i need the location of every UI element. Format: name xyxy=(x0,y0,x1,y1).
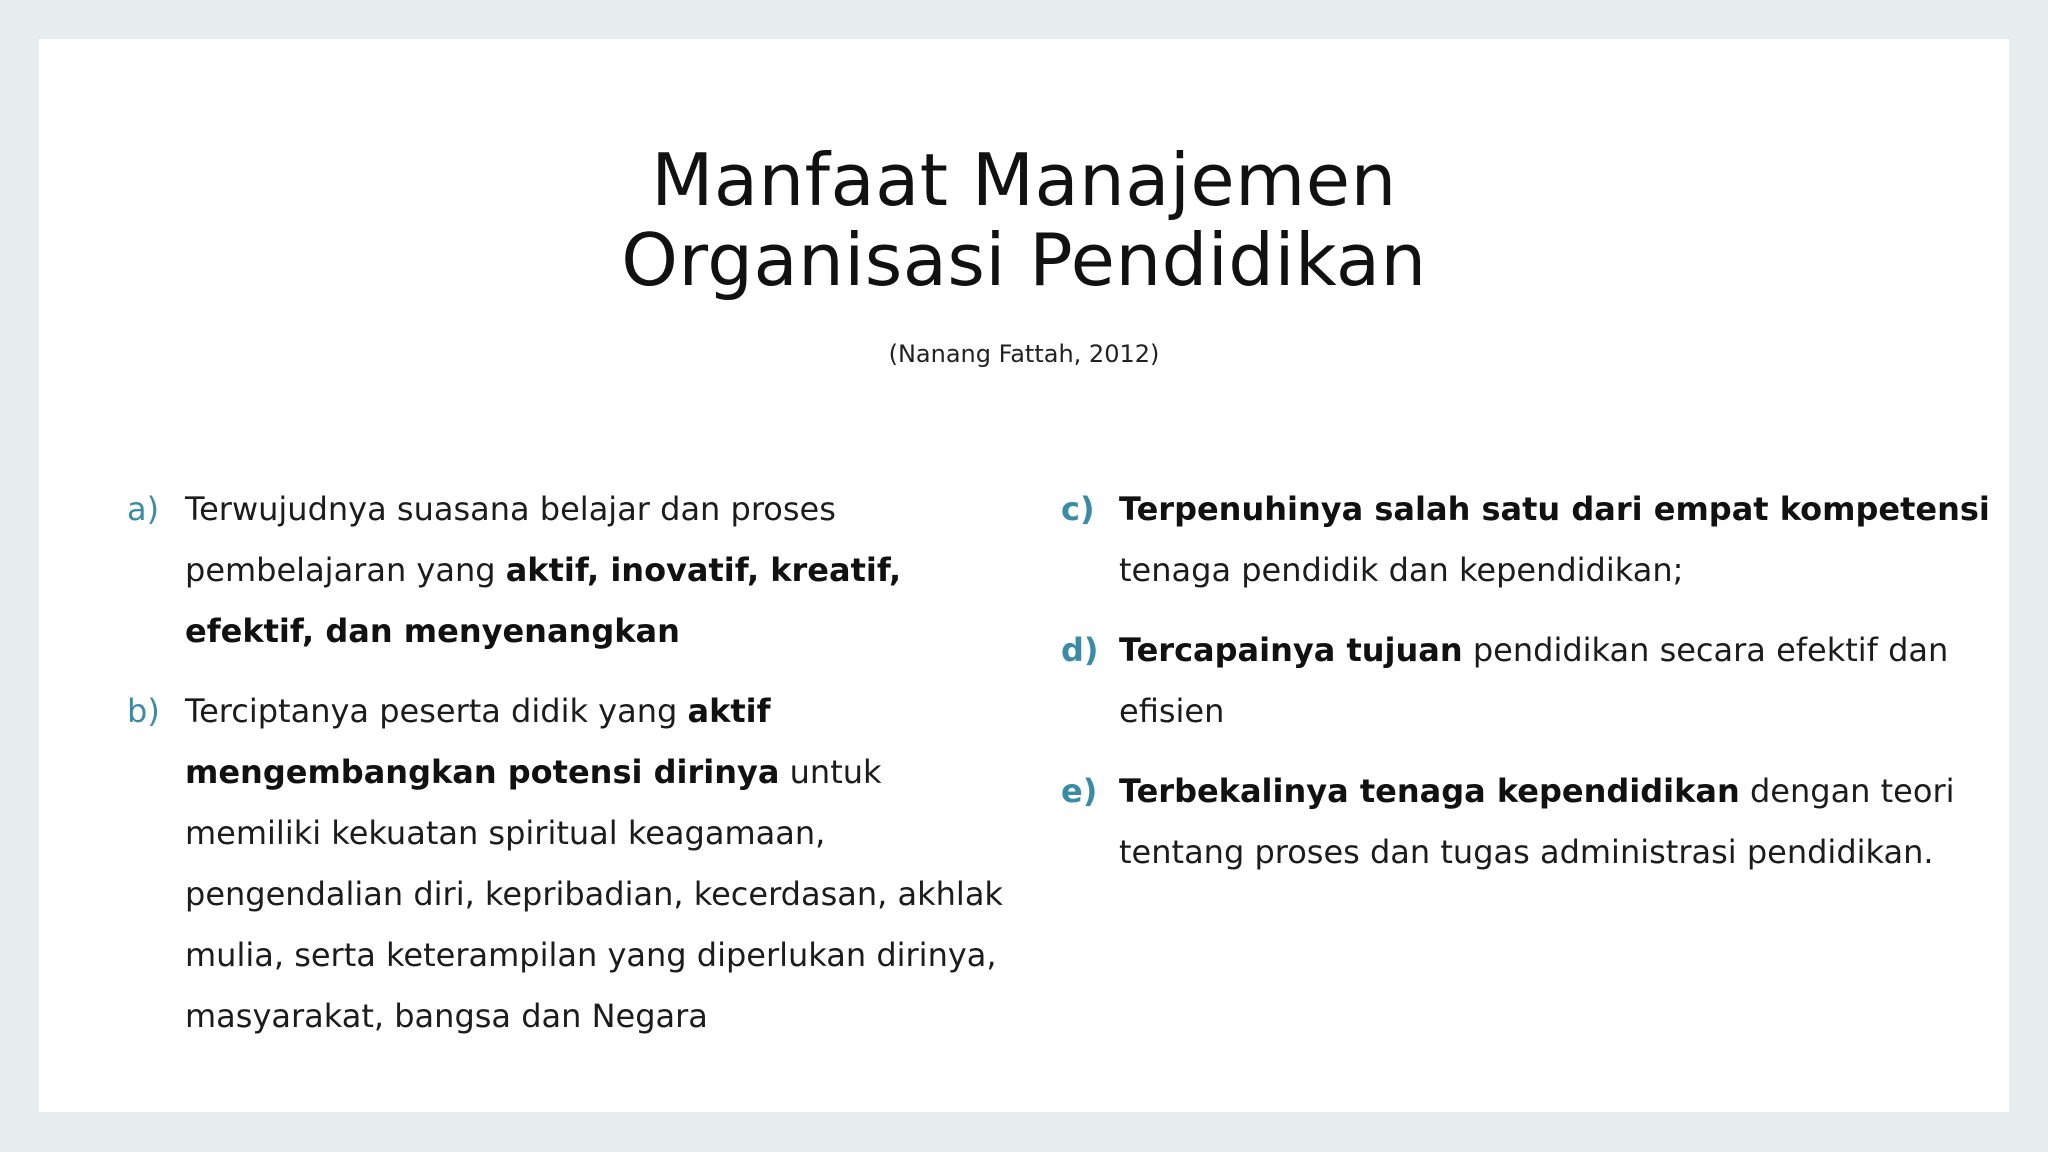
list-item-a xyxy=(127,479,1027,662)
title-line-1: Manfaat Manajemen xyxy=(651,138,1397,222)
right-column-list xyxy=(1061,479,1991,902)
list-item-b xyxy=(127,681,1027,1047)
list-marker-c: c) xyxy=(1061,490,1095,528)
list-item-e xyxy=(1061,761,1991,883)
item-d-text-1: pendidikan secara efektif dan efisien xyxy=(1119,631,1949,730)
item-e-bold-1: Terbekalinya tenaga kependidikan xyxy=(1119,772,1740,810)
citation: (Nanang Fattah, 2012) xyxy=(888,340,1160,368)
item-c-bold-1: Terpenuhinya salah satu dari empat kompetensi xyxy=(1119,490,1990,528)
title-line-2: Organisasi Pendidikan xyxy=(621,218,1427,302)
item-a-bold-1: aktif, inovatif, kreatif, efektif, dan menyenangkan xyxy=(185,551,902,650)
list-marker-b: b) xyxy=(127,692,160,730)
left-column-list xyxy=(127,479,1027,1066)
list-marker-e: e) xyxy=(1061,772,1098,810)
item-b-text-2: untuk memiliki kekuatan spiritual keagamaan, pengendalian diri, kepribadian, kecerdasan, akhlak mulia, serta keterampilan yang diperlukan dirinya, masyarakat, bangsa dan Negara xyxy=(185,753,1003,1035)
item-b-text-1: Terciptanya peserta didik yang xyxy=(185,692,688,730)
item-b-bold-1: aktif mengembangkan potensi dirinya xyxy=(185,692,780,791)
item-c-text-1: tenaga pendidik dan kependidikan; xyxy=(1119,551,1684,589)
item-a-text-1: Terwujudnya suasana belajar dan proses pembelajaran yang xyxy=(185,490,836,589)
item-e-text-1: dengan teori tentang proses dan tugas administrasi pendidikan. xyxy=(1119,772,1955,871)
slide xyxy=(39,39,2009,1112)
list-marker-d: d) xyxy=(1061,631,1099,669)
item-d-bold-1: Tercapainya tujuan xyxy=(1119,631,1463,669)
slide-title xyxy=(39,140,2009,300)
list-item-d xyxy=(1061,620,1991,742)
list-item-c xyxy=(1061,479,1991,601)
list-marker-a: a) xyxy=(127,490,160,528)
